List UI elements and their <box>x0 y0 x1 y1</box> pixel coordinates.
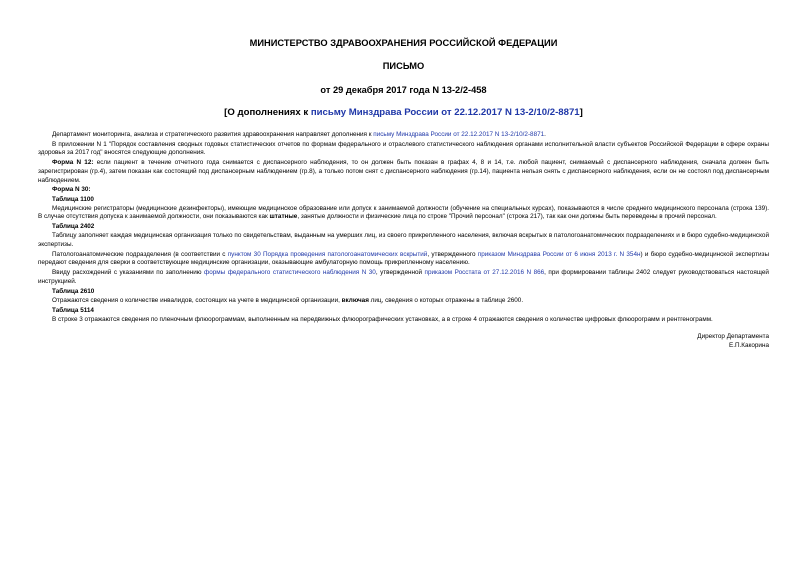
intro-end: . <box>544 131 546 138</box>
table-2402-text-2 <box>38 251 769 268</box>
t2402-p3a: Ввиду расхождений с указаниями по заполнению <box>52 269 205 277</box>
t2610-a: Отражаются сведения о количестве инвалидов, состоящих на учете в медицинской организации, <box>52 296 342 304</box>
ministry-title: МИНИСТЕРСТВО ЗДРАВООХРАНЕНИЯ РОССИЙСКОЙ ФЕДЕРАЦИИ <box>249 38 558 48</box>
table-1100-heading: Таблица 1100 <box>52 195 94 203</box>
document-body <box>38 131 769 324</box>
table-2610-text <box>38 297 769 306</box>
document-date: от 29 декабря 2017 года N 13-2/2-458 <box>320 85 487 95</box>
signature-name: Е.П.Какорина <box>728 342 769 350</box>
t2402-p2b: , утвержденного <box>427 250 478 258</box>
form30-heading: Форма N 30: <box>52 186 91 194</box>
form30-link[interactable]: формы федерального статистического наблюдения N 30 <box>204 269 376 277</box>
subject-letter-link[interactable]: письму Минздрава России от 22.12.2017 N 13-2/10/2-8871 <box>310 107 580 118</box>
minzdrav-order-link[interactable]: приказом Минздрава России от 6 июня 2013 г. N 354н <box>477 250 641 258</box>
intro-text: Департамент мониторинга, анализа и стратегического развития здравоохранения направляет дополнения к <box>52 131 374 138</box>
t2610-bold: включая <box>341 296 369 304</box>
t2402-p2c: ) и бюро судебно-медицинской экспертизы передают сведения для сверки в соответствующие медицинские организации, оказывающие амбулаторную помощь прикрепленному населению. <box>38 250 770 267</box>
autopsy-procedure-link[interactable]: пунктом 30 Порядка проведения патологоанатомических вскрытий <box>227 250 428 258</box>
paragraph-appendix: В приложении N 1 "Порядок составления сводных годовых статистических отчетов по формам федерального и отраслевого статистического наблюдения органами исполнительной власти субъектов Российской Федерации в сфере охраны здоровья за 2017 год" вносятся следующие дополнения. <box>38 140 769 157</box>
table-1100-text <box>38 205 769 222</box>
subject-open: [О дополнениях к <box>224 107 311 118</box>
t2402-p3b: , утвержденной <box>375 269 425 277</box>
t2402-p3c: , при формировании таблицы 2402 следует руководствоваться настоящей инструкцией. <box>38 269 769 285</box>
table-1100-text-b: , занятые должности и физические лица по строке "Прочий персонал" (строка 217), так как они должны быть переведены в прочий персонал. <box>297 213 717 221</box>
signature-position: Директор Департамента <box>697 333 769 341</box>
table-5114-text: В строке 3 отражаются сведения по пленочным флюорограммам, выполненным на передвижных флюорографических установках, а в строке 4 отражаются сведения о количестве цифровых флюорограмм и рентгенограмм. <box>52 315 713 323</box>
t2610-b: лиц, сведения о которых отражены в таблице 2600. <box>368 296 524 304</box>
table-2610-heading: Таблица 2610 <box>52 287 95 295</box>
subject-close: ] <box>579 107 583 118</box>
t2402-p2a: Патологоанатомические подразделения (в соответствии с <box>52 250 228 258</box>
table-1100-bold: штатные <box>269 213 298 221</box>
form12-heading: Форма N 12: <box>52 159 94 167</box>
table-5114-heading: Таблица 5114 <box>52 306 94 314</box>
table-2402-text-1: Таблицу заполняет каждая медицинская организация только по свидетельствам, выданным на умерших лиц, из своего прикрепленного населения, включая вскрытых в патологоанатомических подразделениях и в бюро судебно-медицинской экспертизы. <box>38 232 769 248</box>
intro-letter-link[interactable]: письму Минздрава России от 22.12.2017 N 13-2/10/2-8871 <box>373 131 545 138</box>
table-2402-text-3 <box>38 269 769 286</box>
rosstat-order-link[interactable]: приказом Росстата от 27.12.2016 N 866 <box>424 269 545 277</box>
table-2402-heading: Таблица 2402 <box>52 223 95 231</box>
signature-block <box>38 332 769 350</box>
paragraph-form12 <box>38 159 769 185</box>
document-type: ПИСЬМО <box>382 61 425 71</box>
document-subject <box>38 107 769 118</box>
table-1100-text-a: Медицинские регистраторы (медицинские дезинфекторы), имеющие медицинское образование или допуск к занимаемой должности (обучение на специальных курсах), показываются в числе среднего медицинского персонала (строка 139). В случае отсутствия допуска к занимаемой должности, они показываются как <box>38 204 769 221</box>
form12-text: если пациент в течение отчетного года снимается с диспансерного наблюдения, то он должен быть показан в графах 4, 8 и 14, т.е. любой пациент, снимаемый с диспансерного наблюдения, сначала должен быть зарегистрирован (гр.4), затем показан как состоящий под диспансерным наблюдением (гр.8), а только потом снят с диспансерного наблюдения (гр.14), пациента нельзя снять с диспансерного наблюдения, если он не состоял под диспансерным наблюдением. <box>38 159 769 184</box>
paragraph-intro <box>38 131 769 140</box>
